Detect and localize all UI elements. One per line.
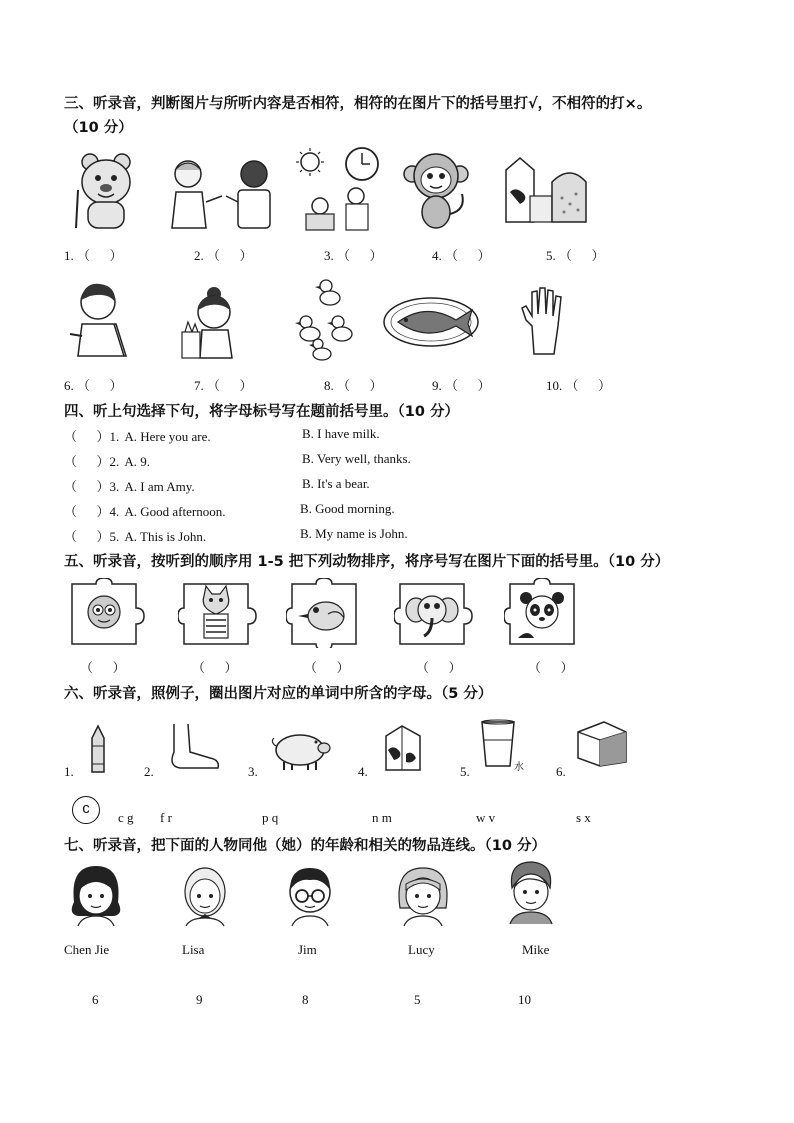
s4-answer-4[interactable]: （ ） (64, 504, 110, 519)
s3-label-4 (432, 245, 491, 264)
example-circle (72, 796, 100, 824)
s6-letters-2[interactable]: f r (160, 810, 172, 825)
section5-heading: 五、听录音，按听到的顺序用 1-5 把下列动物排序，将序号写在图片下面的括号里。（10 分） (64, 554, 670, 570)
s4-num-2: 2. (109, 454, 120, 469)
s4-option-a-5: A. This is John. (124, 529, 207, 544)
person-name-4: Lucy (408, 942, 435, 957)
panda-puzzle-icon (504, 578, 584, 648)
s3-num-3: 3. (324, 248, 334, 263)
milk-carton-icon (376, 724, 426, 774)
section7-heading: 七、听录音，把下面的人物同他（她）的年龄和相关的物品连线。（10 分） (64, 838, 546, 854)
foot-icon (160, 722, 222, 772)
section3-heading: 三、听录音，判断图片与所听内容是否相符，相符的在图片下的括号里打√，不相符的打×。 (64, 96, 652, 112)
s3-num-1: 1. (64, 248, 74, 263)
jim-avatar (282, 862, 338, 928)
s4-option-a-2: A. 9. (124, 454, 150, 469)
s3-answer-1[interactable]: （ ） (77, 248, 123, 263)
section6-heading: 六、听录音，照例子，圈出图片对应的单词中所含的字母。（5 分） (64, 686, 493, 702)
s3-num-2: 2. (194, 248, 204, 263)
s3-answer-6[interactable]: （ ） (77, 378, 123, 393)
s3-label-10 (546, 375, 611, 394)
s4-answer-2[interactable]: （ ） (64, 454, 110, 469)
age-1[interactable]: 6 (92, 992, 99, 1007)
box-icon (574, 718, 628, 768)
elephant-puzzle-icon (394, 578, 474, 648)
s6-letters-6[interactable]: s x (576, 810, 591, 825)
s3-label-9 (432, 375, 491, 394)
s4-num-1: 1. (109, 429, 120, 444)
person-name-1: Chen Jie (64, 942, 110, 957)
s6-num-5: 5. (460, 764, 470, 779)
girl-eating-icon (176, 280, 242, 360)
monkey-puzzle-icon (66, 578, 146, 648)
s4-option-b-1: B. I have milk. (302, 426, 380, 441)
s6-letters-1[interactable]: c g (118, 810, 134, 825)
s4-option-b-4: B. Good morning. (300, 501, 395, 516)
s4-option-a-3: A. I am Amy. (124, 479, 195, 494)
s5-answer-4[interactable]: （ ） (416, 660, 462, 675)
water-glass-icon (478, 718, 518, 770)
s4-option-b-5: B. My name is John. (300, 526, 408, 541)
s5-answer-5[interactable]: （ ） (528, 660, 574, 675)
s4-answer-1[interactable]: （ ） (64, 429, 110, 444)
lucy-avatar (392, 860, 454, 928)
pig-icon (270, 728, 332, 772)
section3-score: （10 分） (64, 120, 133, 136)
s3-num-6: 6. (64, 378, 74, 393)
milk-bread-icon (500, 152, 590, 226)
water-label: 水 (514, 762, 524, 773)
example-letter: c (82, 800, 90, 817)
bird-puzzle-icon (286, 578, 366, 648)
mike-avatar (504, 858, 558, 926)
cat-puzzle-icon (178, 578, 258, 648)
s3-label-2 (194, 245, 253, 264)
s3-num-4: 4. (432, 248, 442, 263)
chen-jie-avatar (68, 862, 124, 928)
lisa-avatar (178, 862, 232, 928)
s4-num-3: 3. (109, 479, 120, 494)
talking-kids-icon (160, 156, 280, 230)
s6-num-1: 1. (64, 764, 74, 779)
s4-option-a-1: A. Here you are. (124, 429, 211, 444)
s3-label-5 (546, 245, 605, 264)
s4-num-5: 5. (109, 529, 120, 544)
person-name-2: Lisa (182, 942, 205, 957)
s3-num-5: 5. (546, 248, 556, 263)
s3-answer-2[interactable]: （ ） (207, 248, 253, 263)
ducks-icon (292, 278, 358, 362)
s3-answer-5[interactable]: （ ） (559, 248, 605, 263)
s6-num-2: 2. (144, 764, 154, 779)
s3-num-10: 10. (546, 378, 563, 393)
bear-icon (70, 150, 142, 230)
boy-icon (66, 278, 132, 358)
s6-num-6: 6. (556, 764, 566, 779)
sun-clock-icon (292, 146, 384, 232)
s4-row-1 (64, 426, 211, 445)
s3-label-8 (324, 375, 383, 394)
s3-label-7 (194, 375, 253, 394)
hand-icon (518, 286, 574, 356)
s4-row-3 (64, 476, 195, 495)
s5-answer-2[interactable]: （ ） (192, 660, 238, 675)
s4-answer-3[interactable]: （ ） (64, 479, 110, 494)
crayon-icon (86, 724, 110, 774)
s5-answer-1[interactable]: （ ） (80, 660, 126, 675)
s3-answer-4[interactable]: （ ） (445, 248, 491, 263)
s4-option-b-2: B. Very well, thanks. (302, 451, 411, 466)
s4-row-5 (64, 526, 206, 545)
age-3[interactable]: 8 (302, 992, 309, 1007)
s6-letters-5[interactable]: w v (476, 810, 496, 825)
s3-label-1 (64, 245, 123, 264)
s3-label-3 (324, 245, 383, 264)
s3-num-7: 7. (194, 378, 204, 393)
fish-plate-icon (382, 294, 480, 350)
s3-answer-3[interactable]: （ ） (337, 248, 383, 263)
s3-answer-7[interactable]: （ ） (207, 378, 253, 393)
s4-num-4: 4. (109, 504, 120, 519)
s4-row-2 (64, 451, 150, 470)
s3-num-8: 8. (324, 378, 334, 393)
person-name-5: Mike (522, 942, 550, 957)
s4-option-a-4: A. Good afternoon. (124, 504, 226, 519)
monkey-icon (400, 150, 472, 230)
s4-option-b-3: B. It's a bear. (302, 476, 370, 491)
age-4[interactable]: 5 (414, 992, 421, 1007)
s3-answer-9[interactable]: （ ） (445, 378, 491, 393)
s6-num-4: 4. (358, 764, 368, 779)
s3-num-9: 9. (432, 378, 442, 393)
s4-row-4 (64, 501, 225, 520)
s5-answer-3[interactable]: （ ） (304, 660, 350, 675)
section4-heading: 四、听上句选择下句，将字母标号写在题前括号里。（10 分） (64, 404, 459, 420)
age-5[interactable]: 10 (518, 992, 531, 1007)
s6-letters-3[interactable]: p q (262, 810, 279, 825)
s3-label-6 (64, 375, 123, 394)
s6-num-3: 3. (248, 764, 258, 779)
s6-letters-4[interactable]: n m (372, 810, 392, 825)
person-name-3: Jim (298, 942, 317, 957)
s3-answer-10[interactable]: （ ） (565, 378, 612, 393)
age-2[interactable]: 9 (196, 992, 203, 1007)
s3-answer-8[interactable]: （ ） (337, 378, 383, 393)
s4-answer-5[interactable]: （ ） (64, 529, 110, 544)
